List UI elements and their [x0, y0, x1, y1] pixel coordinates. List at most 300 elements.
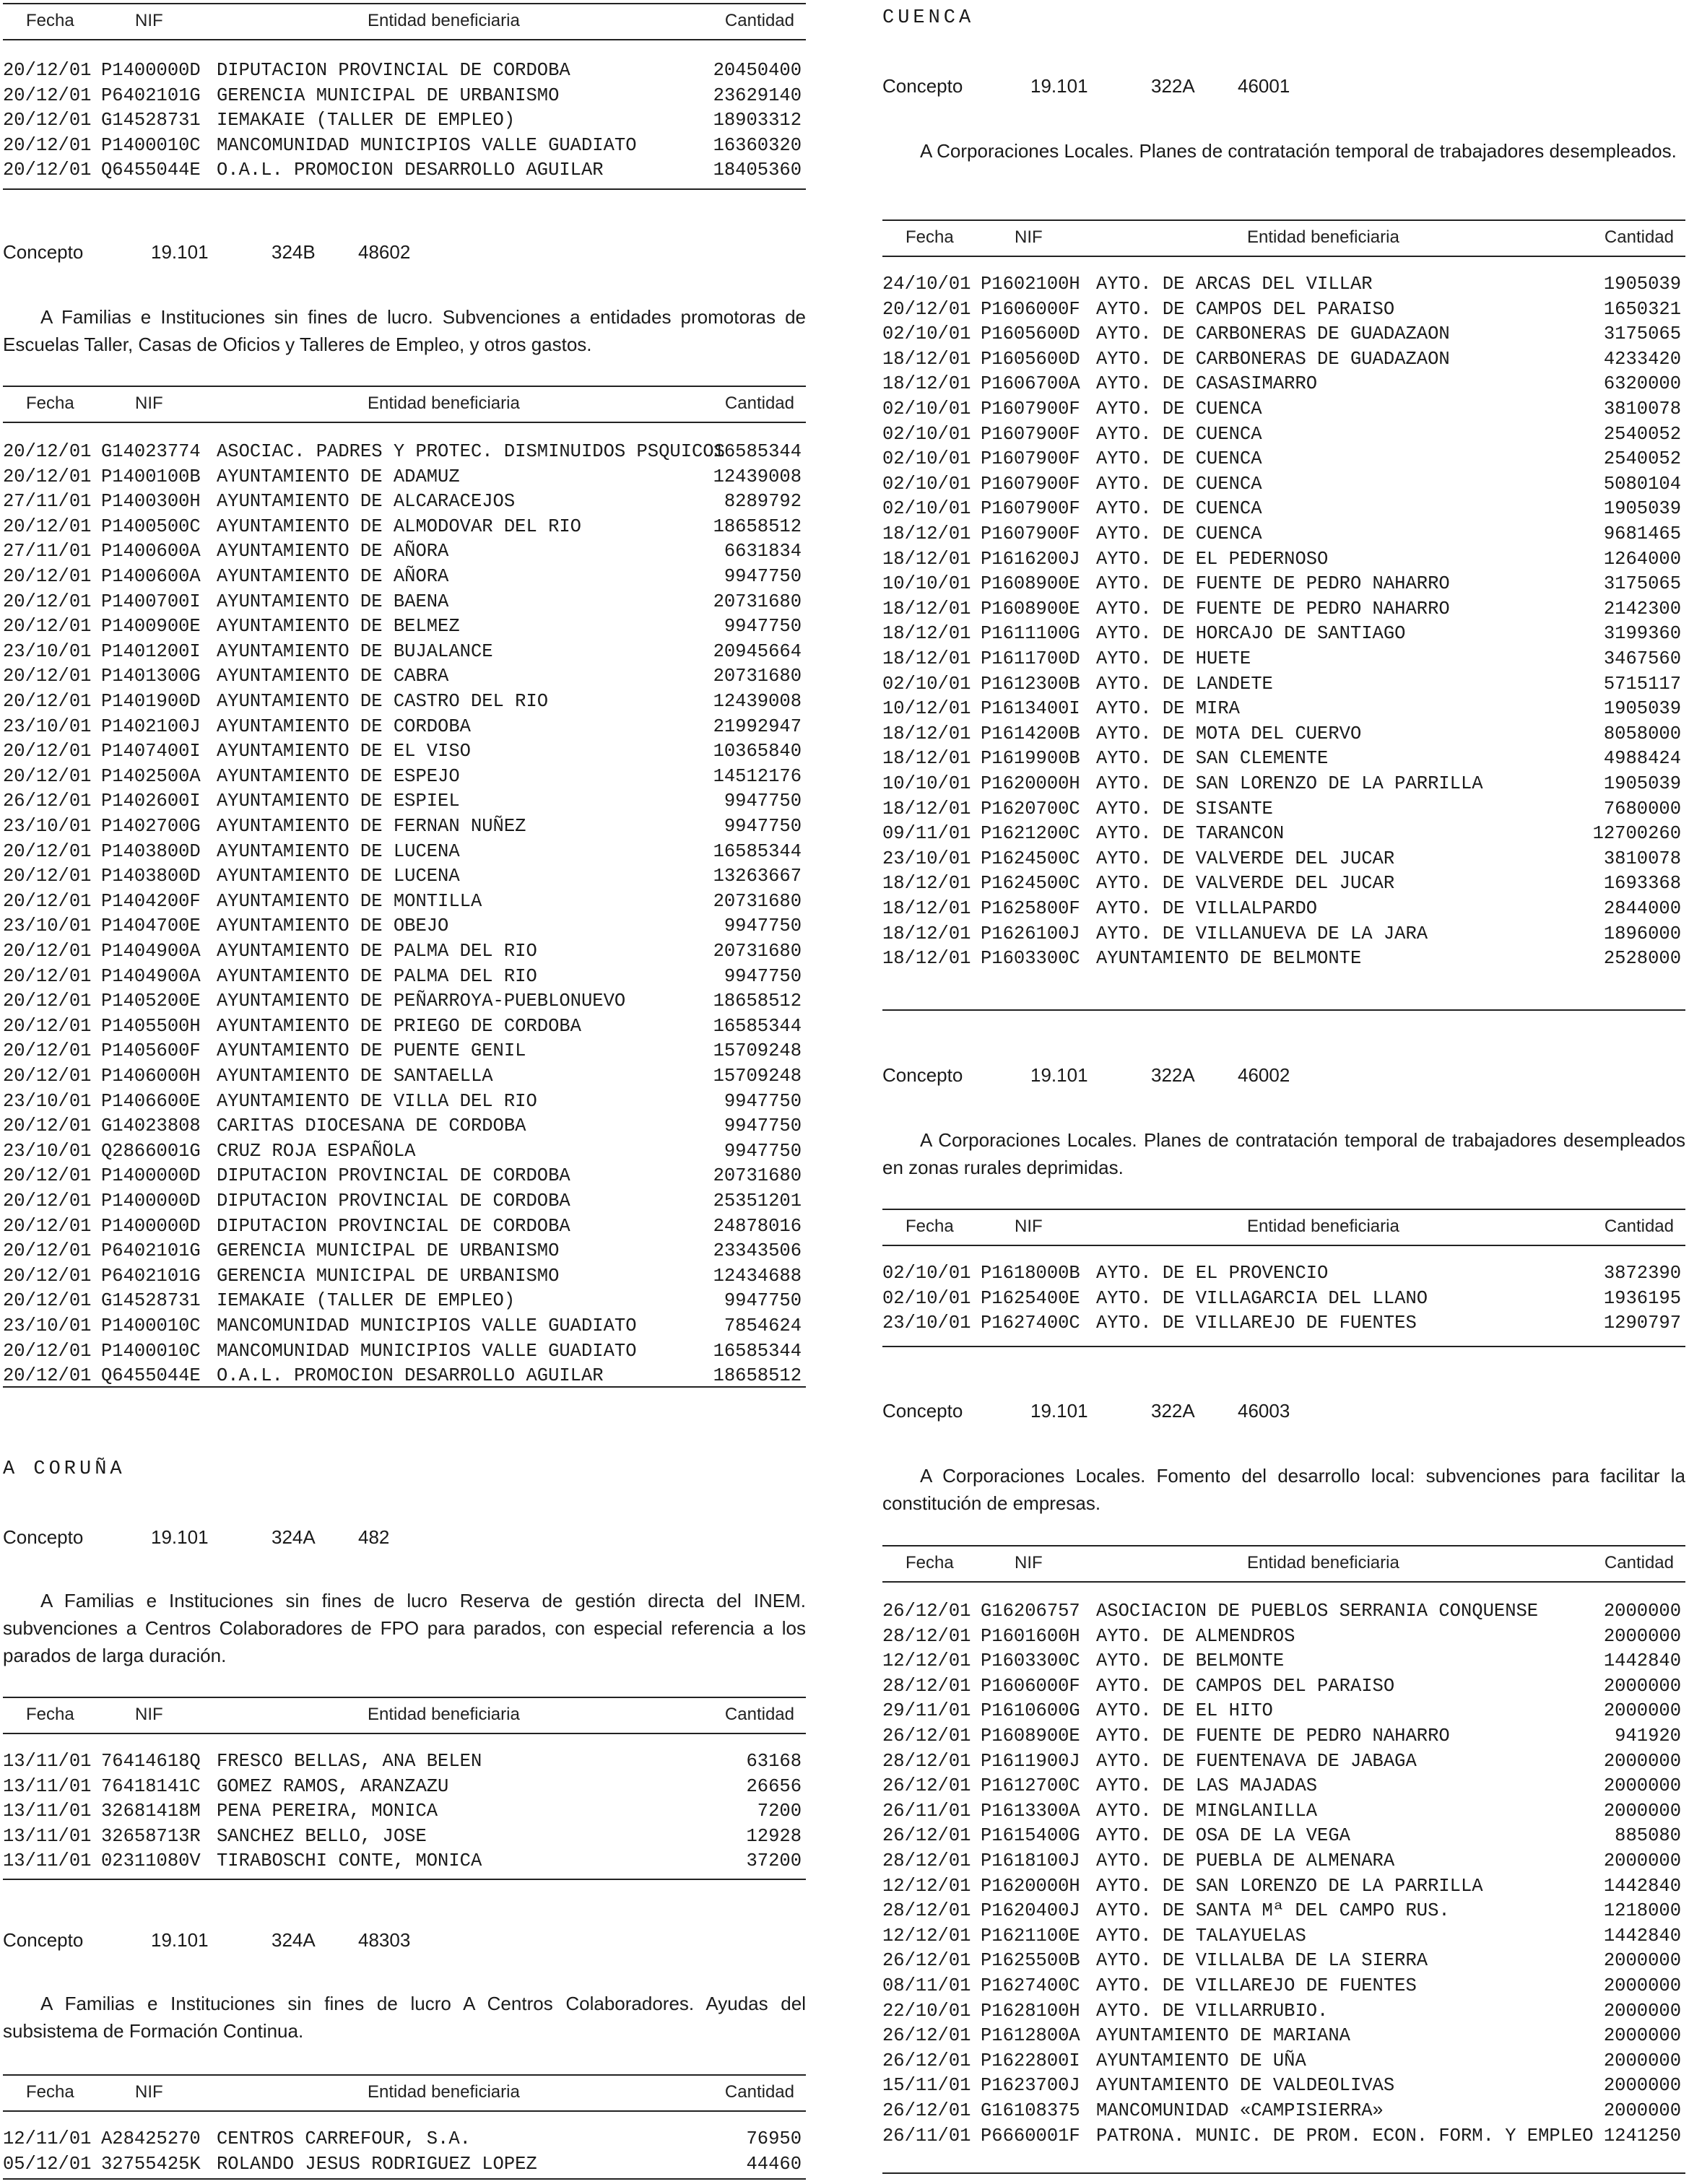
- row-date: 20/12/01: [3, 441, 92, 462]
- table-row: [3, 133, 806, 158]
- concept-line: Concepto 19.101 322A 46003: [882, 1400, 1290, 1422]
- row-nif: P1612700C: [981, 1775, 1080, 1797]
- table-row: [3, 1774, 806, 1799]
- row-amount: 12439008: [713, 466, 802, 487]
- row-entity: MANCOMUNIDAD MUNICIPIOS VALLE GUADIATO: [217, 134, 637, 156]
- row-entity: DIPUTACION PROVINCIAL DE CORDOBA: [217, 60, 570, 81]
- table-row: [882, 1973, 1685, 1998]
- row-entity: AYUNTAMIENTO DE CORDOBA: [217, 715, 471, 737]
- header-amount: Cantidad: [724, 11, 794, 30]
- table-row: [882, 896, 1685, 921]
- row-amount: 1905039: [1603, 274, 1681, 295]
- row-date: 10/12/01: [882, 698, 971, 720]
- row-date: 02/10/01: [882, 1287, 971, 1309]
- table-row: [882, 446, 1685, 471]
- row-nif: P1407400I: [101, 741, 201, 762]
- row-date: 20/12/01: [3, 616, 92, 638]
- table-row: [3, 1824, 806, 1849]
- row-date: 18/12/01: [882, 548, 971, 570]
- row-amount: 7200: [757, 1801, 802, 1822]
- table-row: [882, 1698, 1685, 1723]
- row-entity: AYUNTAMIENTO DE LUCENA: [217, 866, 460, 887]
- row-date: 23/10/01: [3, 915, 92, 937]
- row-entity: IEMAKAIE (TALLER DE EMPLEO): [217, 1290, 516, 1312]
- header-nif: NIF: [135, 1705, 163, 1724]
- row-nif: P1602100H: [981, 274, 1080, 295]
- row-nif: P6660001F: [981, 2125, 1080, 2146]
- row-nif: P1628100H: [981, 2000, 1080, 2022]
- row-date: 20/12/01: [3, 84, 92, 106]
- concept-line: Concepto 19.101 324B 48602: [3, 241, 411, 263]
- row-amount: 20731680: [713, 591, 802, 612]
- row-amount: 941920: [1615, 1726, 1681, 1746]
- row-amount: 14512176: [713, 765, 802, 787]
- row-nif: Q6455044E: [101, 1365, 201, 1387]
- row-amount: 15709248: [713, 1066, 802, 1087]
- row-entity: AYUNTAMIENTO DE VILLA DEL RIO: [217, 1090, 537, 1112]
- row-nif: P1400300H: [101, 491, 201, 513]
- row-date: 02/10/01: [882, 673, 971, 695]
- row-date: 18/12/01: [882, 523, 971, 544]
- row-nif: P1603300C: [981, 1650, 1080, 1672]
- row-nif: 76418141C: [101, 1775, 201, 1797]
- header-nif: NIF: [1015, 1553, 1043, 1572]
- row-entity: AYUNTAMIENTO DE CABRA: [217, 666, 449, 687]
- row-nif: P1610600G: [981, 1700, 1080, 1722]
- concept-line: Concepto 19.101 324A 48303: [3, 1929, 411, 1951]
- row-nif: P1406000H: [101, 1066, 201, 1087]
- row-entity: AYTO. DE FUENTE DE PEDRO NAHARRO: [1096, 573, 1450, 595]
- row-date: 26/12/01: [3, 791, 92, 812]
- row-amount: 9947750: [724, 965, 802, 987]
- table-row: [3, 614, 806, 639]
- row-amount: 1905039: [1603, 698, 1681, 720]
- row-nif: P1404200F: [101, 890, 201, 912]
- table-row: [3, 2152, 806, 2177]
- row-amount: 7854624: [724, 1315, 802, 1336]
- row-nif: P1400700I: [101, 591, 201, 612]
- table-row: [882, 571, 1685, 596]
- row-nif: P6402101G: [101, 1240, 201, 1262]
- row-date: 20/12/01: [3, 890, 92, 912]
- row-entity: AYUNTAMIENTO DE BELMONTE: [1096, 948, 1362, 970]
- row-date: 20/12/01: [3, 566, 92, 587]
- table-row: [882, 496, 1685, 521]
- row-nif: P1606000F: [981, 1675, 1080, 1697]
- row-nif: 32681418M: [101, 1801, 201, 1822]
- row-amount: 12434688: [713, 1265, 802, 1287]
- header-entity: Entidad beneficiaria: [368, 2082, 520, 2102]
- row-entity: AYTO. DE SAN LORENZO DE LA PARRILLA: [1096, 1875, 1483, 1897]
- row-nif: P1404700E: [101, 915, 201, 937]
- row-amount: 2000000: [1603, 2000, 1681, 2022]
- table-row: [882, 871, 1685, 896]
- header-date: Fecha: [906, 227, 954, 247]
- row-date: 20/12/01: [3, 591, 92, 612]
- row-nif: P1403800D: [101, 840, 201, 862]
- table-row: [882, 521, 1685, 547]
- row-amount: 1241250: [1603, 2125, 1681, 2146]
- table-row: [3, 1214, 806, 1239]
- table-row: [3, 764, 806, 789]
- row-nif: P1400600A: [101, 566, 201, 587]
- row-nif: P1612300B: [981, 673, 1080, 695]
- row-nif: P1620700C: [981, 798, 1080, 819]
- row-nif: P1400500C: [101, 515, 201, 537]
- row-entity: ROLANDO JESUS RODRIGUEZ LOPEZ: [217, 2153, 537, 2175]
- row-date: 02/10/01: [882, 448, 971, 470]
- concept-description: A Corporaciones Locales. Planes de contratación temporal de trabajadores desempleados en zonas rurales deprimidas.: [882, 1129, 1685, 1178]
- table-row: [3, 863, 806, 889]
- row-date: 13/11/01: [3, 1850, 92, 1872]
- table-row: [882, 771, 1685, 796]
- header-date: Fecha: [26, 2082, 74, 2102]
- row-entity: AYTO. DE VALVERDE DEL JUCAR: [1096, 873, 1395, 895]
- province-heading: A CORUÑA: [3, 1458, 126, 1480]
- row-date: 10/10/01: [882, 573, 971, 595]
- row-date: 13/11/01: [3, 1775, 92, 1797]
- row-nif: 32755425K: [101, 2153, 201, 2175]
- concept-description: A Corporaciones Locales. Fomento del desarrollo local: subvenciones para facilitar la constitución de empresas.: [882, 1465, 1685, 1514]
- row-amount: 1693368: [1603, 873, 1681, 895]
- header-date: Fecha: [906, 1553, 954, 1572]
- row-amount: 2000000: [1603, 2050, 1681, 2071]
- header-amount: Cantidad: [1604, 227, 1674, 247]
- row-nif: P1621200C: [981, 823, 1080, 845]
- row-nif: P1606000F: [981, 298, 1080, 320]
- row-entity: AYUNTAMIENTO DE ESPEJO: [217, 765, 460, 787]
- row-amount: 1442840: [1603, 1875, 1681, 1897]
- row-entity: AYUNTAMIENTO DE CASTRO DEL RIO: [217, 691, 549, 712]
- row-date: 26/11/01: [882, 1800, 971, 1822]
- row-date: 05/12/01: [3, 2153, 92, 2175]
- row-entity: AYTO. DE LANDETE: [1096, 673, 1273, 695]
- table-row: [882, 396, 1685, 422]
- table-row: [3, 1038, 806, 1063]
- row-entity: AYTO. DE CAMPOS DEL PARAISO: [1096, 1675, 1395, 1697]
- row-entity: AYTO. DE CARBONERAS DE GUADAZAON: [1096, 323, 1450, 345]
- table-row: [882, 1723, 1685, 1749]
- table-row: [882, 721, 1685, 747]
- header-nif: NIF: [1015, 227, 1043, 247]
- row-entity: FRESCO BELLAS, ANA BELEN: [217, 1751, 482, 1772]
- row-amount: 3175065: [1603, 323, 1681, 345]
- table-row: [3, 889, 806, 914]
- row-amount: 1896000: [1603, 923, 1681, 944]
- row-date: 20/12/01: [3, 1265, 92, 1287]
- table-row: [882, 1898, 1685, 1923]
- row-entity: AYUNTAMIENTO DE ALCARACEJOS: [217, 491, 516, 513]
- row-entity: AYUNTAMIENTO DE ALMODOVAR DEL RIO: [217, 515, 581, 537]
- row-date: 20/12/01: [3, 941, 92, 962]
- row-date: 28/12/01: [882, 1850, 971, 1871]
- row-date: 23/10/01: [3, 1090, 92, 1112]
- row-nif: P1613300A: [981, 1800, 1080, 1822]
- row-date: 20/12/01: [3, 741, 92, 762]
- row-entity: GERENCIA MUNICIPAL DE URBANISMO: [217, 1265, 560, 1287]
- row-amount: 3199360: [1603, 623, 1681, 645]
- row-nif: P1626100J: [981, 923, 1080, 944]
- row-amount: 44460: [746, 2153, 802, 2175]
- row-nif: P1614200B: [981, 723, 1080, 744]
- row-date: 13/11/01: [3, 1801, 92, 1822]
- header-nif: NIF: [135, 11, 163, 30]
- row-nif: P1603300C: [981, 948, 1080, 970]
- row-entity: GERENCIA MUNICIPAL DE URBANISMO: [217, 84, 560, 106]
- table-row: [882, 471, 1685, 497]
- row-amount: 20731680: [713, 941, 802, 962]
- row-nif: P1624500C: [981, 873, 1080, 895]
- row-date: 23/10/01: [3, 1140, 92, 1162]
- row-date: 02/10/01: [882, 498, 971, 520]
- row-nif: P1621100E: [981, 1925, 1080, 1946]
- row-date: 23/10/01: [3, 715, 92, 737]
- table-row: [882, 1823, 1685, 1848]
- row-date: 23/10/01: [3, 1315, 92, 1336]
- row-amount: 2540052: [1603, 423, 1681, 445]
- row-date: 02/10/01: [882, 399, 971, 419]
- row-amount: 9681465: [1603, 523, 1681, 544]
- table-row: [882, 1798, 1685, 1824]
- row-amount: 23629140: [713, 84, 802, 106]
- row-entity: AYTO. DE CAMPOS DEL PARAISO: [1096, 298, 1395, 320]
- row-date: 20/12/01: [3, 110, 92, 131]
- row-entity: AYUNTAMIENTO DE VALDEOLIVAS: [1096, 2075, 1395, 2097]
- row-entity: AYTO. DE CASASIMARRO: [1096, 373, 1318, 395]
- table-row: [3, 589, 806, 614]
- row-amount: 885080: [1615, 1825, 1681, 1847]
- row-entity: AYTO. DE VILLALPARDO: [1096, 898, 1318, 919]
- row-nif: P1620000H: [981, 1875, 1080, 1897]
- row-amount: 2000000: [1603, 1601, 1681, 1622]
- row-date: 26/12/01: [882, 1775, 971, 1797]
- row-entity: AYUNTAMIENTO DE PRIEGO DE CORDOBA: [217, 1015, 581, 1037]
- row-nif: G16108375: [981, 2100, 1080, 2121]
- row-entity: CARITAS DIOCESANA DE CORDOBA: [217, 1115, 526, 1137]
- row-date: 10/10/01: [882, 773, 971, 794]
- row-amount: 9947750: [724, 1090, 802, 1112]
- row-nif: P6402101G: [101, 1265, 201, 1287]
- row-nif: P1400010C: [101, 1340, 201, 1362]
- row-entity: AYTO. DE VILLAREJO DE FUENTES: [1096, 1975, 1417, 1996]
- row-amount: 16585344: [713, 1340, 802, 1362]
- table-row: [882, 347, 1685, 372]
- row-nif: P1402600I: [101, 791, 201, 812]
- row-entity: DIPUTACION PROVINCIAL DE CORDOBA: [217, 1215, 570, 1237]
- header-nif: NIF: [135, 393, 163, 413]
- row-entity: MANCOMUNIDAD MUNICIPIOS VALLE GUADIATO: [217, 1315, 637, 1336]
- row-amount: 20731680: [713, 666, 802, 687]
- row-amount: 3175065: [1603, 573, 1681, 595]
- table-row: [3, 1288, 806, 1313]
- row-amount: 1936195: [1603, 1287, 1681, 1309]
- row-entity: MANCOMUNIDAD MUNICIPIOS VALLE GUADIATO: [217, 1340, 637, 1362]
- row-amount: 13263667: [713, 866, 802, 887]
- table-row: [3, 964, 806, 989]
- row-nif: P1611700D: [981, 648, 1080, 669]
- row-entity: IEMAKAIE (TALLER DE EMPLEO): [217, 110, 516, 131]
- row-nif: P1613400I: [981, 698, 1080, 720]
- table-row: [3, 1798, 806, 1824]
- table-row: [882, 1848, 1685, 1874]
- row-entity: AYTO. DE FUENTE DE PEDRO NAHARRO: [1096, 598, 1450, 619]
- table-row: [3, 988, 806, 1014]
- row-entity: CRUZ ROJA ESPAÑOLA: [217, 1140, 416, 1162]
- header-date: Fecha: [26, 11, 74, 30]
- row-date: 18/12/01: [882, 798, 971, 819]
- row-nif: P1401300G: [101, 666, 201, 687]
- table-row: [882, 1624, 1685, 1649]
- table-row: [3, 913, 806, 939]
- table-row: [882, 946, 1685, 971]
- row-date: 20/12/01: [3, 691, 92, 712]
- row-amount: 3872390: [1603, 1263, 1681, 1284]
- row-amount: 63168: [746, 1751, 802, 1772]
- row-amount: 6320000: [1603, 373, 1681, 395]
- row-nif: P1611900J: [981, 1750, 1080, 1772]
- table-row: [3, 1163, 806, 1188]
- row-nif: Q2866001G: [101, 1140, 201, 1162]
- row-amount: 1650321: [1603, 298, 1681, 320]
- table-row: [882, 1773, 1685, 1798]
- row-entity: AYTO. DE SISANTE: [1096, 798, 1273, 819]
- concept-description: A Familias e Instituciones sin fines de lucro. Subvenciones a entidades promotoras de Escuelas Taller, Casas de Oficios y Talleres de Empleo, y otros gastos.: [3, 306, 806, 355]
- table-row: [882, 1948, 1685, 1973]
- row-nif: P1607900F: [981, 448, 1080, 470]
- row-entity: AYTO. DE EL PROVENCIO: [1096, 1263, 1329, 1284]
- row-amount: 2000000: [1603, 1625, 1681, 1647]
- row-nif: P1620400J: [981, 1900, 1080, 1922]
- row-nif: P1618100J: [981, 1850, 1080, 1871]
- row-entity: AYTO. DE VILLARRUBIO.: [1096, 2000, 1329, 2022]
- row-amount: 2000000: [1603, 1775, 1681, 1797]
- row-entity: AYTO. DE CUENCA: [1096, 448, 1262, 470]
- row-entity: AYUNTAMIENTO DE PALMA DEL RIO: [217, 965, 537, 987]
- row-nif: P1606700A: [981, 373, 1080, 395]
- row-amount: 9947750: [724, 816, 802, 837]
- table-row: [3, 58, 806, 83]
- row-entity: AYTO. DE EL PEDERNOSO: [1096, 548, 1329, 570]
- row-nif: P6402101G: [101, 84, 201, 106]
- row-entity: AYTO. DE CUENCA: [1096, 399, 1262, 419]
- row-date: 09/11/01: [882, 823, 971, 845]
- row-date: 27/11/01: [3, 541, 92, 562]
- row-nif: 32658713R: [101, 1825, 201, 1847]
- row-date: 26/12/01: [882, 2100, 971, 2121]
- table-row: [3, 564, 806, 589]
- row-nif: P1400010C: [101, 1315, 201, 1336]
- row-nif: G14528731: [101, 110, 201, 131]
- row-amount: 9947750: [724, 915, 802, 937]
- row-nif: P1620000H: [981, 773, 1080, 794]
- row-nif: P1405200E: [101, 991, 201, 1012]
- table-row: [3, 739, 806, 764]
- row-amount: 2540052: [1603, 448, 1681, 470]
- table-row: [882, 1923, 1685, 1949]
- row-date: 26/11/01: [882, 2125, 971, 2146]
- row-date: 13/11/01: [3, 1751, 92, 1772]
- row-date: 18/12/01: [882, 623, 971, 645]
- row-amount: 25351201: [713, 1191, 802, 1211]
- row-nif: P1612800A: [981, 2025, 1080, 2047]
- row-date: 20/12/01: [3, 840, 92, 862]
- row-entity: AYUNTAMIENTO DE BAENA: [217, 591, 449, 612]
- row-date: 20/12/01: [3, 1191, 92, 1211]
- row-nif: P1608900E: [981, 598, 1080, 619]
- row-entity: O.A.L. PROMOCION DESARROLLO AGUILAR: [217, 160, 604, 181]
- row-amount: 1264000: [1603, 548, 1681, 570]
- table-row: [882, 1874, 1685, 1899]
- table-row: [882, 796, 1685, 822]
- row-date: 18/12/01: [882, 648, 971, 669]
- row-amount: 20731680: [713, 890, 802, 912]
- row-date: 12/12/01: [882, 1875, 971, 1897]
- table-row: [3, 1014, 806, 1039]
- table-row: [3, 1139, 806, 1164]
- row-entity: AYTO. DE MOTA DEL CUERVO: [1096, 723, 1362, 744]
- row-entity: AYTO. DE CUENCA: [1096, 498, 1262, 520]
- table-row: [3, 464, 806, 490]
- row-amount: 16585344: [713, 1015, 802, 1037]
- table-row: [3, 639, 806, 664]
- row-date: 23/10/01: [3, 816, 92, 837]
- row-amount: 4988424: [1603, 748, 1681, 770]
- table-row: [3, 489, 806, 514]
- row-entity: AYUNTAMIENTO DE BELMEZ: [217, 616, 460, 638]
- table-row: [3, 514, 806, 539]
- row-entity: TIRABOSCHI CONTE, MONICA: [217, 1850, 482, 1872]
- row-nif: P1404900A: [101, 965, 201, 987]
- row-date: 18/12/01: [882, 898, 971, 919]
- table-row: [882, 2073, 1685, 2098]
- row-date: 20/12/01: [3, 765, 92, 787]
- row-nif: 02311080V: [101, 1850, 201, 1872]
- header-amount: Cantidad: [1604, 1217, 1674, 1236]
- table-row: [3, 1313, 806, 1339]
- table-row: [882, 1998, 1685, 2024]
- row-entity: AYTO. DE VILLAREJO DE FUENTES: [1096, 1313, 1417, 1334]
- row-entity: AYTO. DE VALVERDE DEL JUCAR: [1096, 848, 1395, 869]
- row-nif: P1400010C: [101, 134, 201, 156]
- row-amount: 2000000: [1603, 1750, 1681, 1772]
- row-amount: 23343506: [713, 1240, 802, 1262]
- row-entity: AYTO. DE HUETE: [1096, 648, 1251, 669]
- header-amount: Cantidad: [1604, 1553, 1674, 1572]
- row-date: 28/12/01: [882, 1750, 971, 1772]
- row-amount: 7680000: [1603, 798, 1681, 819]
- row-entity: GOMEZ RAMOS, ARANZAZU: [217, 1775, 449, 1797]
- row-nif: P1627400C: [981, 1313, 1080, 1334]
- row-nif: G16206757: [981, 1601, 1080, 1622]
- row-nif: P1400000D: [101, 60, 201, 81]
- row-amount: 20945664: [713, 640, 802, 662]
- row-entity: AYUNTAMIENTO DE PUENTE GENIL: [217, 1040, 526, 1062]
- row-nif: P1625400E: [981, 1287, 1080, 1309]
- row-nif: P1401900D: [101, 691, 201, 712]
- row-amount: 1442840: [1603, 1650, 1681, 1672]
- table-row: [882, 2123, 1685, 2149]
- row-date: 02/10/01: [882, 323, 971, 345]
- row-nif: P1616200J: [981, 548, 1080, 570]
- header-entity: Entidad beneficiaria: [368, 1705, 520, 1724]
- row-amount: 2000000: [1603, 1800, 1681, 1822]
- header-amount: Cantidad: [724, 2082, 794, 2102]
- row-date: 22/10/01: [882, 2000, 971, 2022]
- row-date: 12/12/01: [882, 1925, 971, 1946]
- table-row: [3, 839, 806, 864]
- row-nif: 76414618Q: [101, 1751, 201, 1772]
- row-entity: AYUNTAMIENTO DE PEÑARROYA-PUEBLONUEVO: [217, 991, 626, 1012]
